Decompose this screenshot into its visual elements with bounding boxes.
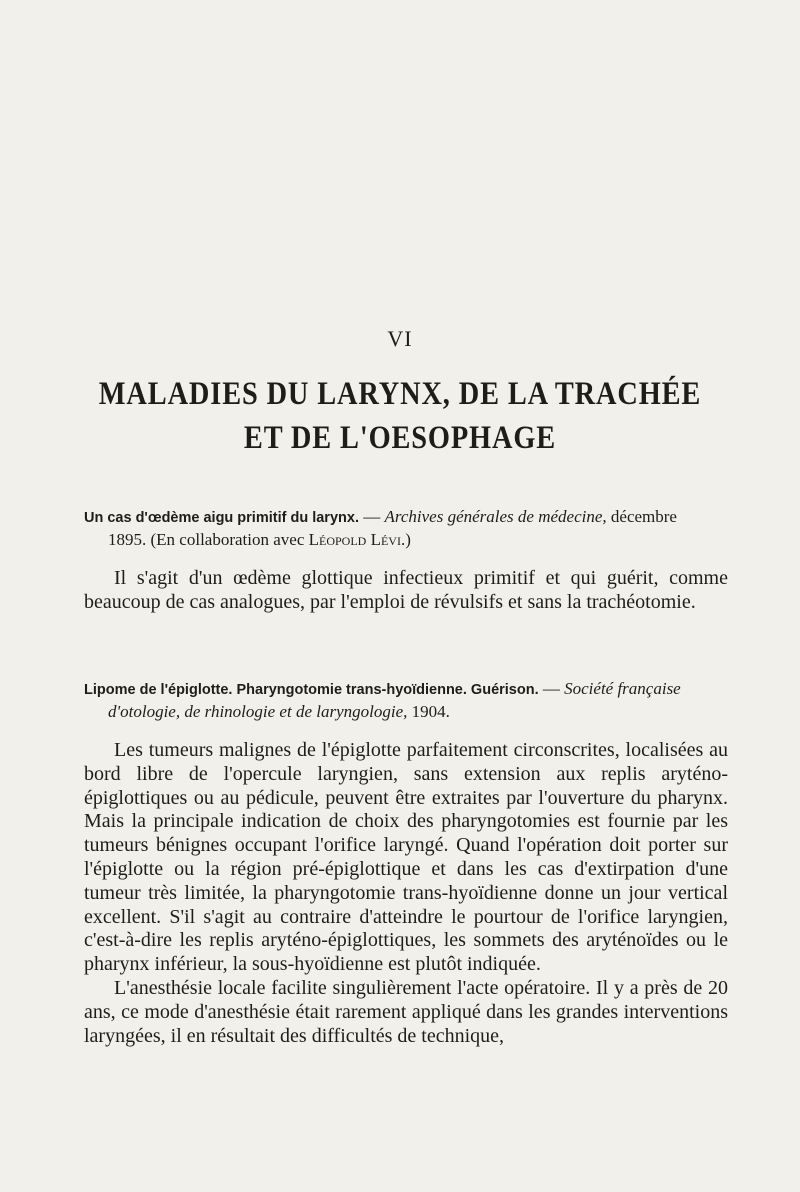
reference-title: Lipome de l'épiglotte. Pharyngotomie trans-hyoïdienne. Guérison. [84,682,539,698]
body-paragraph: Les tumeurs malignes de l'épiglotte parfaitement circonscrites, localisées au bord libre de l'opercule laryngien, sans extension aux replis aryténo-épiglottiques ou au pédicule, peuvent être extraites par l'ouverture du pharynx. Mais la principale indication de choix des pharyngotomies est fournie par les tumeurs bénignes occupant l'orifice laryngé. Quand l'opération doit porter sur l'épiglotte ou la région pré-épiglottique et dans les cas d'extirpation d'une tumeur très limitée, la pharyngotomie trans-hyoïdienne donne un jour vertical excellent. S'il s'agit au contraire d'atteindre le pourtour de l'orifice laryngien, c'est-à-dire les replis aryténo-épiglottiques, les sommets des aryténoïdes ou le pharynx inférieur, la sous-hyoïdienne est plutôt indiquée. [84,739,728,976]
reference-line-continued [84,529,728,551]
body-paragraph: Il s'agit d'un œdème glottique infectieux primitif et qui guérit, comme beaucoup de cas analogues, par l'emploi de révulsifs et sans la trachéotomie. [84,567,728,613]
reference-dash: — [538,679,565,698]
reference-line [84,506,728,529]
reference-date: décembre [606,507,677,526]
reference-collaborator: Léopold Lévi [308,530,401,549]
chapter-title-line-1: MALADIES DU LARYNX, DE LA TRACHÉE [98,376,702,412]
reference-close: .) [400,530,411,549]
chapter-number: VI [387,326,413,351]
entry-1-body [84,567,728,615]
reference-line-continued [84,701,728,723]
entry-2-body [84,739,728,1048]
reference-source: Société française [564,679,681,698]
reference-title: Un cas d'œdème aigu primitif du larynx. [84,510,359,526]
reference-line [84,678,728,701]
reference-dash: — [358,507,385,526]
reference-source-continued: d'otologie, de rhinologie et de laryngologie, [108,702,408,721]
reference-entry-1 [84,506,728,551]
reference-entry-2 [84,678,728,723]
chapter-title-line-2: ET DE L'OESOPHAGE [243,420,557,456]
reference-year: 1895. (En collaboration avec [108,530,309,549]
body-paragraph: L'anesthésie locale facilite singulièrement l'acte opératoire. Il y a près de 20 ans, ce mode d'anesthésie était rarement appliqué dans les grandes interventions laryngées, il en résultait des difficultés de technique, [84,976,728,1047]
reference-year: 1904. [407,702,450,721]
reference-source: Archives générales de médecine, [384,507,607,526]
